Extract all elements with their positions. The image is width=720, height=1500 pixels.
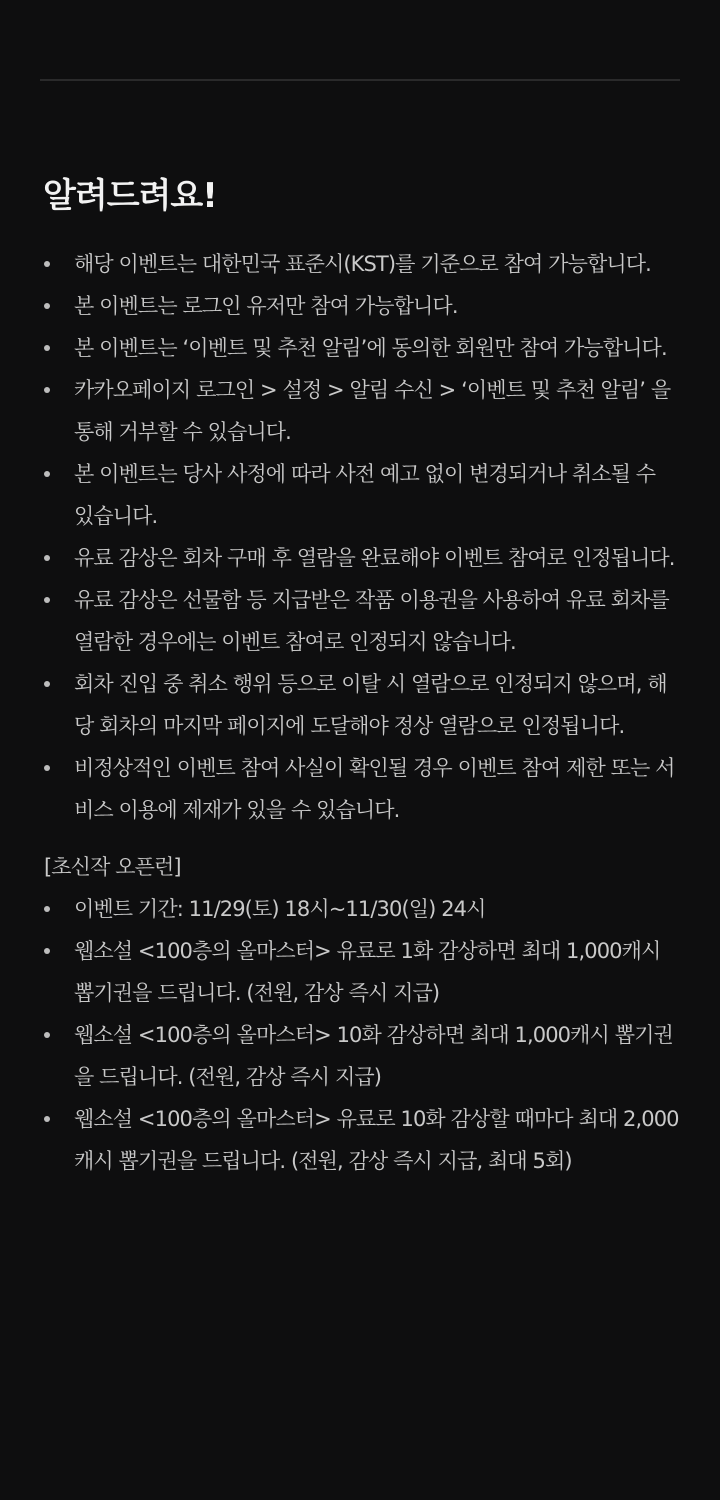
event-item-text: 웹소설 <100층의 올마스터> 10화 감상하면 최대 1,000캐시 뽑기권을 드립니다. (전원, 감상 즉시 지급) bbox=[74, 1023, 673, 1089]
notice-title: 알려드려요! bbox=[43, 176, 217, 216]
bullet-icon bbox=[44, 681, 50, 687]
bullet-icon bbox=[44, 555, 50, 561]
notice-item-text: 해당 이벤트는 대한민국 표준시(KST)를 기준으로 참여 가능합니다. bbox=[74, 252, 651, 276]
event-item-text: 웹소설 <100층의 올마스터> 유료로 1화 감상하면 최대 1,000캐시 뽑기권을 드립니다. (전원, 감상 즉시 지급) bbox=[74, 939, 661, 1005]
bullet-icon bbox=[44, 471, 50, 477]
notice-item-text: 회차 진입 중 취소 행위 등으로 이탈 시 열람으로 인정되지 않으며, 해당 회차의 마지막 페이지에 도달해야 정상 열람으로 인정됩니다. bbox=[74, 672, 667, 738]
notice-item bbox=[0, 747, 720, 831]
bullet-icon bbox=[44, 948, 50, 954]
notice-item bbox=[0, 285, 720, 327]
notice-item-text: 카카오페이지 로그인 > 설정 > 알림 수신 > ‘이벤트 및 추천 알림’ 을 통해 거부할 수 있습니다. bbox=[74, 378, 671, 444]
event-section-heading: [초신작 오픈런] bbox=[44, 855, 181, 879]
event-item-text: 이벤트 기간: 11/29(토) 18시~11/30(일) 24시 bbox=[74, 897, 486, 921]
bullet-icon bbox=[44, 345, 50, 351]
event-item-text: 웹소설 <100층의 올마스터> 유료로 10화 감상할 때마다 최대 2,000캐시 뽑기권을 드립니다. (전원, 감상 즉시 지급, 최대 5회) bbox=[74, 1107, 679, 1173]
notice-item bbox=[0, 453, 720, 537]
notice-section bbox=[0, 243, 720, 1182]
bullet-icon bbox=[44, 597, 50, 603]
bullet-icon bbox=[44, 1116, 50, 1122]
bullet-icon bbox=[44, 303, 50, 309]
event-list bbox=[0, 888, 720, 1182]
event-item bbox=[0, 888, 720, 930]
bullet-icon bbox=[44, 387, 50, 393]
event-item bbox=[0, 930, 720, 1014]
notice-item-text: 본 이벤트는 로그인 유저만 참여 가능합니다. bbox=[74, 294, 458, 318]
notice-item-text: 비정상적인 이벤트 참여 사실이 확인될 경우 이벤트 참여 제한 또는 서비스 이용에 제재가 있을 수 있습니다. bbox=[74, 756, 675, 822]
notice-item bbox=[0, 579, 720, 663]
notice-item bbox=[0, 327, 720, 369]
notice-item bbox=[0, 663, 720, 747]
event-item bbox=[0, 1014, 720, 1098]
notice-item-text: 유료 감상은 회차 구매 후 열람을 완료해야 이벤트 참여로 인정됩니다. bbox=[74, 546, 675, 570]
notice-item-text: 본 이벤트는 ‘이벤트 및 추천 알림’에 동의한 회원만 참여 가능합니다. bbox=[74, 336, 667, 360]
bullet-icon bbox=[44, 261, 50, 267]
notice-list bbox=[0, 243, 720, 831]
notice-item-text: 본 이벤트는 당사 사정에 따라 사전 예고 없이 변경되거나 취소될 수 있습니다. bbox=[74, 462, 656, 528]
event-item bbox=[0, 1098, 720, 1182]
bullet-icon bbox=[44, 906, 50, 912]
notice-item bbox=[0, 369, 720, 453]
top-divider bbox=[40, 79, 680, 81]
notice-item bbox=[0, 243, 720, 285]
notice-item-text: 유료 감상은 선물함 등 지급받은 작품 이용권을 사용하여 유료 회차를 열람한 경우에는 이벤트 참여로 인정되지 않습니다. bbox=[74, 588, 669, 654]
bullet-icon bbox=[44, 1032, 50, 1038]
bullet-icon bbox=[44, 765, 50, 771]
notice-item bbox=[0, 537, 720, 579]
